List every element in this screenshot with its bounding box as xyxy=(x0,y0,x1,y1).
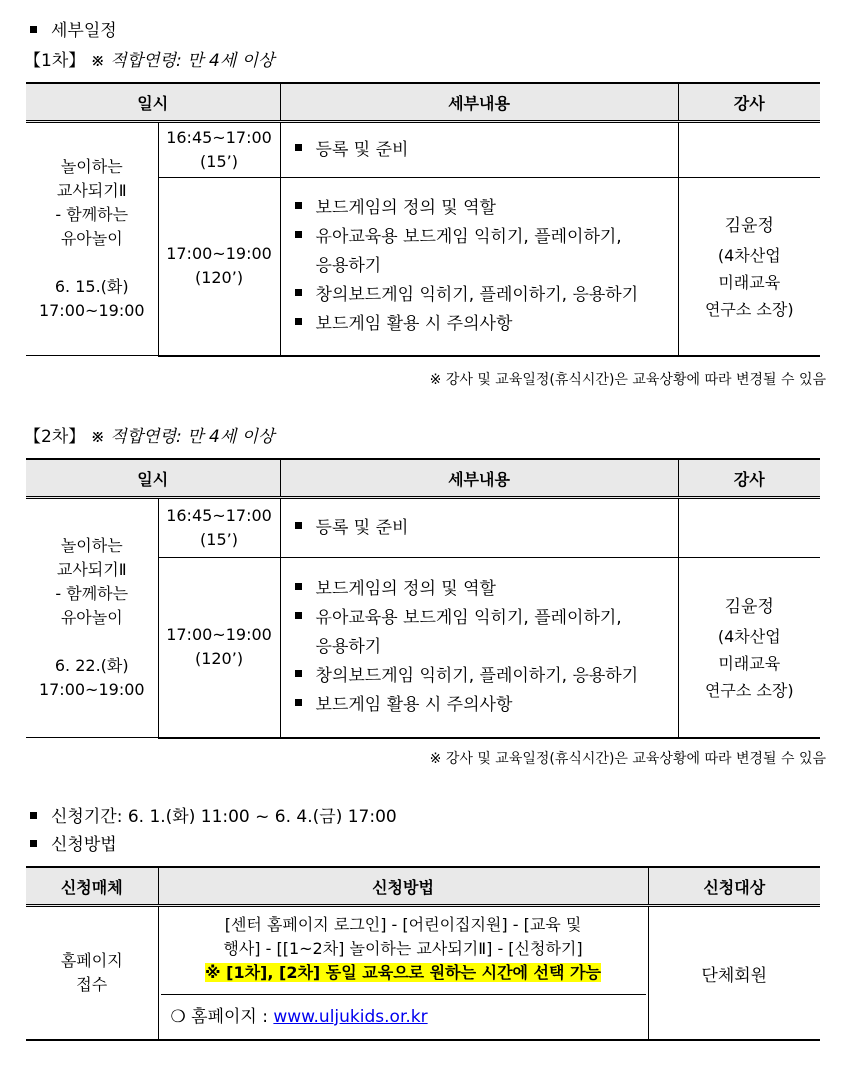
square-bullet-icon xyxy=(295,289,302,296)
round2-note: ※ 강사 및 교육일정(휴식시간)은 교육상황에 따라 변경될 수 있음 xyxy=(429,751,826,767)
round1-date: 6. 15.(화) xyxy=(54,277,129,296)
method-line2: 행사] - [[1~2차] 놀이하는 교사되기Ⅱ] - [신청하기] xyxy=(223,939,583,958)
header-detail: 세부내용 xyxy=(280,83,678,122)
round2-slot1-time: 16:45~17:00 (15’) xyxy=(158,498,280,558)
square-bullet-icon xyxy=(30,812,37,819)
section-apply-method: 신청방법 xyxy=(30,830,117,855)
header-detail: 세부내용 xyxy=(280,459,678,498)
round2-age: ※ 적합연령: 만 4세 이상 xyxy=(90,427,275,447)
round1-title-cell: 놀이하는 교사되기Ⅱ - 함께하는 유아놀이 6. 15.(화) 17:00~19:00 xyxy=(26,122,158,356)
round2-slot2-content: 보드게임의 정의 및 역할 유아교육용 보드게임 익히기, 플레이하기, 응용하기 창의보드게임 익히기, 플레이하기, 응용하기 보드게임 활용 시 주의사항 xyxy=(280,558,678,738)
square-bullet-icon xyxy=(295,144,302,151)
square-bullet-icon xyxy=(295,522,302,529)
header-method: 신청방법 xyxy=(158,867,648,906)
header-media: 신청매체 xyxy=(26,867,158,906)
round2-slot1-content: 등록 및 준비 xyxy=(280,498,678,558)
homepage-row: ❍ 홈페이지 : www.uljukids.or.kr xyxy=(170,1007,428,1027)
round2-time: 17:00~19:00 xyxy=(38,680,145,699)
round1-note: ※ 강사 및 교육일정(휴식시간)은 교육상황에 따라 변경될 수 있음 xyxy=(429,372,826,388)
square-bullet-icon xyxy=(295,670,302,677)
square-bullet-icon xyxy=(30,26,37,33)
square-bullet-icon xyxy=(30,840,37,847)
media-cell: 홈페이지 접수 xyxy=(26,906,158,1041)
round2-title-cell: 놀이하는 교사되기Ⅱ - 함께하는 유아놀이 6. 22.(화) 17:00~19:00 xyxy=(26,498,158,738)
header-datetime: 일시 xyxy=(26,459,280,498)
round2-slot2-time: 17:00~19:00 (120’) xyxy=(158,558,280,738)
section-detail-schedule: 세부일정 xyxy=(30,16,117,41)
target-cell: 단체회원 xyxy=(648,906,820,1041)
square-bullet-icon xyxy=(295,699,302,706)
header-instructor: 강사 xyxy=(678,83,820,122)
square-bullet-icon xyxy=(295,202,302,209)
header-instructor: 강사 xyxy=(678,459,820,498)
round1-slot1-time: 16:45~17:00 (15’) xyxy=(158,122,280,178)
method-line1: [센터 홈페이지 로그인] - [어린이집지원] - [교육 및 xyxy=(224,915,582,934)
round2-label: 【2차】 ※ 적합연령: 만 4세 이상 xyxy=(24,427,275,447)
header-target: 신청대상 xyxy=(648,867,820,906)
square-bullet-icon xyxy=(295,583,302,590)
round1-schedule-table xyxy=(26,82,820,357)
header-datetime: 일시 xyxy=(26,83,280,122)
round1-time: 17:00~19:00 xyxy=(38,301,145,320)
round2-schedule-table xyxy=(26,458,820,739)
apply-table xyxy=(26,866,820,1041)
method-cell xyxy=(158,906,648,1041)
round1-label: 【1차】 ※ 적합연령: 만 4세 이상 xyxy=(24,51,275,71)
square-bullet-icon xyxy=(295,612,302,619)
round1-age: ※ 적합연령: 만 4세 이상 xyxy=(90,51,275,71)
homepage-link[interactable]: www.uljukids.or.kr xyxy=(273,1007,428,1027)
square-bullet-icon xyxy=(295,231,302,238)
round2-date: 6. 22.(화) xyxy=(54,656,129,675)
section-apply-period: 신청기간: 6. 1.(화) 11:00 ~ 6. 4.(금) 17:00 xyxy=(30,802,397,827)
round1-instructor: 김윤정 (4차산업 미래교육 연구소 소장) xyxy=(678,178,820,356)
round1-slot1-content: 등록 및 준비 xyxy=(280,122,678,178)
square-bullet-icon xyxy=(295,318,302,325)
round2-instructor: 김윤정 (4차산업 미래교육 연구소 소장) xyxy=(678,558,820,738)
round1-slot2-content: 보드게임의 정의 및 역할 유아교육용 보드게임 익히기, 플레이하기, 응용하기 창의보드게임 익히기, 플레이하기, 응용하기 보드게임 활용 시 주의사항 xyxy=(280,178,678,356)
round1-slot2-time: 17:00~19:00 (120’) xyxy=(158,178,280,356)
highlight-note: ※ [1차], [2차] 동일 교육으로 원하는 시간에 선택 가능 xyxy=(205,963,601,982)
